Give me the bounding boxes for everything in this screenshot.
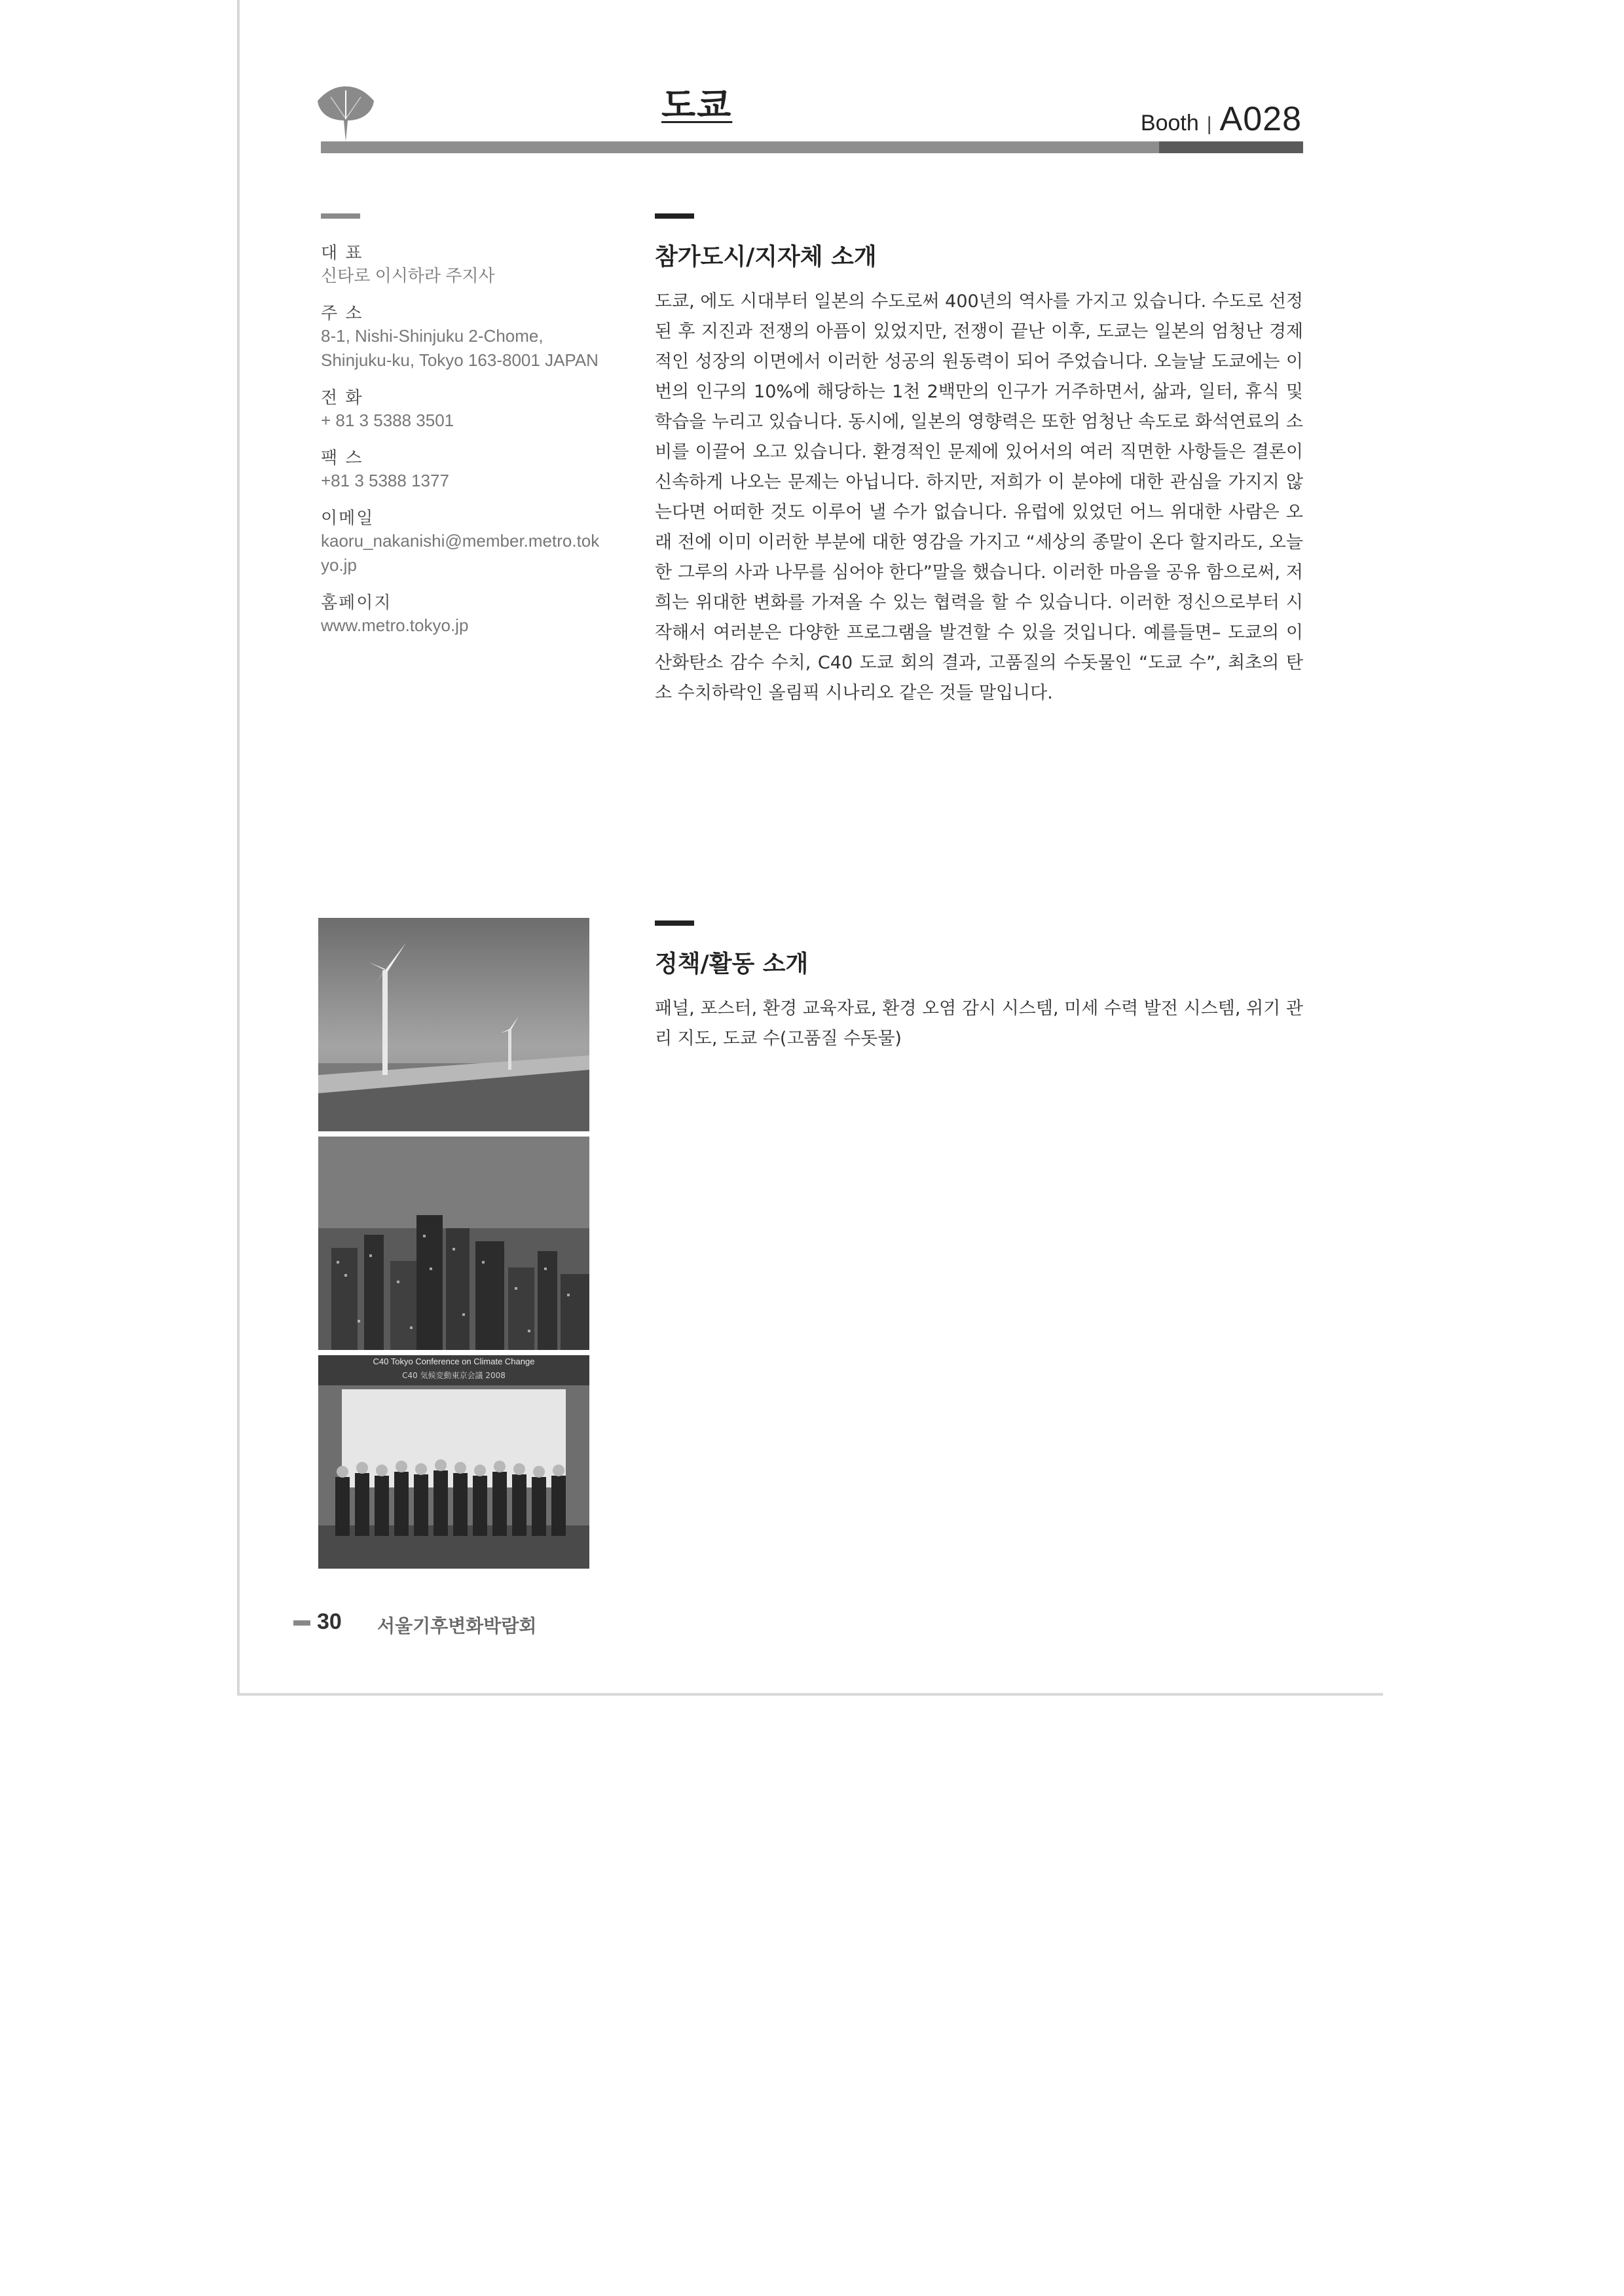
booth-number [1141, 100, 1302, 139]
conference-banner-line2: C40 気候変動東京会議 2008 [402, 1371, 506, 1380]
section-title-activities: 정책/활동 소개 [655, 951, 809, 977]
fax-label: 팩 스 [321, 448, 363, 468]
representative-label: 대 표 [321, 244, 363, 263]
info-marker [321, 213, 360, 219]
page-title: 도쿄 [661, 84, 733, 126]
representative-value: 신타로 이시하라 주지사 [321, 266, 495, 285]
booth-label: Booth [1140, 111, 1199, 136]
page-number-value: 30 [317, 1609, 342, 1634]
section-marker [655, 920, 694, 926]
c40-conference-photo [318, 1355, 589, 1569]
contact-info [321, 240, 602, 638]
phone-value: + 81 3 5388 3501 [321, 410, 454, 430]
fax-value: +81 3 5388 1377 [321, 471, 449, 490]
homepage-value: www.metro.tokyo.jp [321, 615, 469, 635]
phone-label: 전 화 [321, 388, 363, 408]
section-title-intro: 참가도시/지자체 소개 [655, 244, 877, 270]
tokyo-ginkgo-logo-icon [318, 84, 374, 143]
booth-code: A028 [1219, 100, 1302, 138]
scan-edge-bottom [237, 1693, 1383, 1696]
header-rule [321, 141, 1303, 153]
email-value: kaoru_nakanishi@member.metro.tokyo.jp [321, 531, 600, 575]
section-body-intro: 도쿄, 에도 시대부터 일본의 수도로써 400년의 역사를 가지고 있습니다. 수도로 선정 된 후 지진과 전쟁의 아픔이 있었지만, 전쟁이 끝난 이후, 도쿄는 일본의 엄청난 경제적인 성장의 이면에서 이러한 성공의 원동력이 되어 주었습니다. 오늘날 도쿄에는 이번의 인구의 10%에 해당하는 1천 2백만의 인구가 거주하면서, 삶과, 일터, 휴식 및 학습을 누리고 있습니다. 동시에, 일본의 영향력은 또한 엄청난 속도로 화석연료의 소비를 이끌어 오고 있습니다. 환경적인 문제에 있어서의 여러 직면한 사항들은 결론이 신속하게 나오는 문제는 아닙니다. 하지만, 저희가 이 분야에 대한 관심을 가지지 않는다면 어떠한 것도 이루어 낼 수가 없습니다. 유럽에 있었던 어느 위대한 사람은 오래 전에 이미 이러한 부분에 대한 영감을 가지고 “세상의 종말이 온다 할지라도, 오늘 한 그루의 사과 나무를 심어야 한다”말을 했습니다. 이러한 마음을 공유 함으로써, 저희는 위대한 변화를 가져올 수 있는 협력을 할 수 있습니다. 이러한 정신으로부터 시작해서 여러분은 다양한 프로그램을 발견할 수 있을 것입니다. 예를들면– 도쿄의 이산화탄소 감수 수치, C40 도쿄 회의 결과, 고품질의 수돗물인 “도쿄 수”, 최초의 탄소 수치하락인 올림픽 시나리오 같은 것들 말입니다. [655, 291, 1303, 703]
booth-rule [1159, 141, 1303, 153]
tokyo-skyline-photo [318, 1137, 589, 1350]
wind-turbine-photo [318, 918, 589, 1131]
section-marker [655, 213, 694, 219]
homepage-label: 홈페이지 [321, 593, 392, 613]
email-label: 이메일 [321, 509, 375, 528]
conference-banner-line1: C40 Tokyo Conference on Climate Change [373, 1357, 535, 1366]
scan-edge-left [237, 0, 240, 1696]
page-number [293, 1609, 342, 1635]
publication-name: 서울기후변화박람회 [377, 1615, 537, 1637]
section-body-activities: 패널, 포스터, 환경 교육자료, 환경 오염 감시 시스템, 미세 수력 발전 시스템, 위기 관리 지도, 도쿄 수(고품질 수돗물) [655, 998, 1303, 1049]
address-label: 주 소 [321, 304, 363, 323]
address-value: 8-1, Nishi-Shinjuku 2-Chome, Shinjuku-ku, Tokyo 163-8001 JAPAN [321, 326, 599, 370]
page-number-dash [293, 1620, 310, 1626]
booth-separator: | [1206, 113, 1212, 135]
